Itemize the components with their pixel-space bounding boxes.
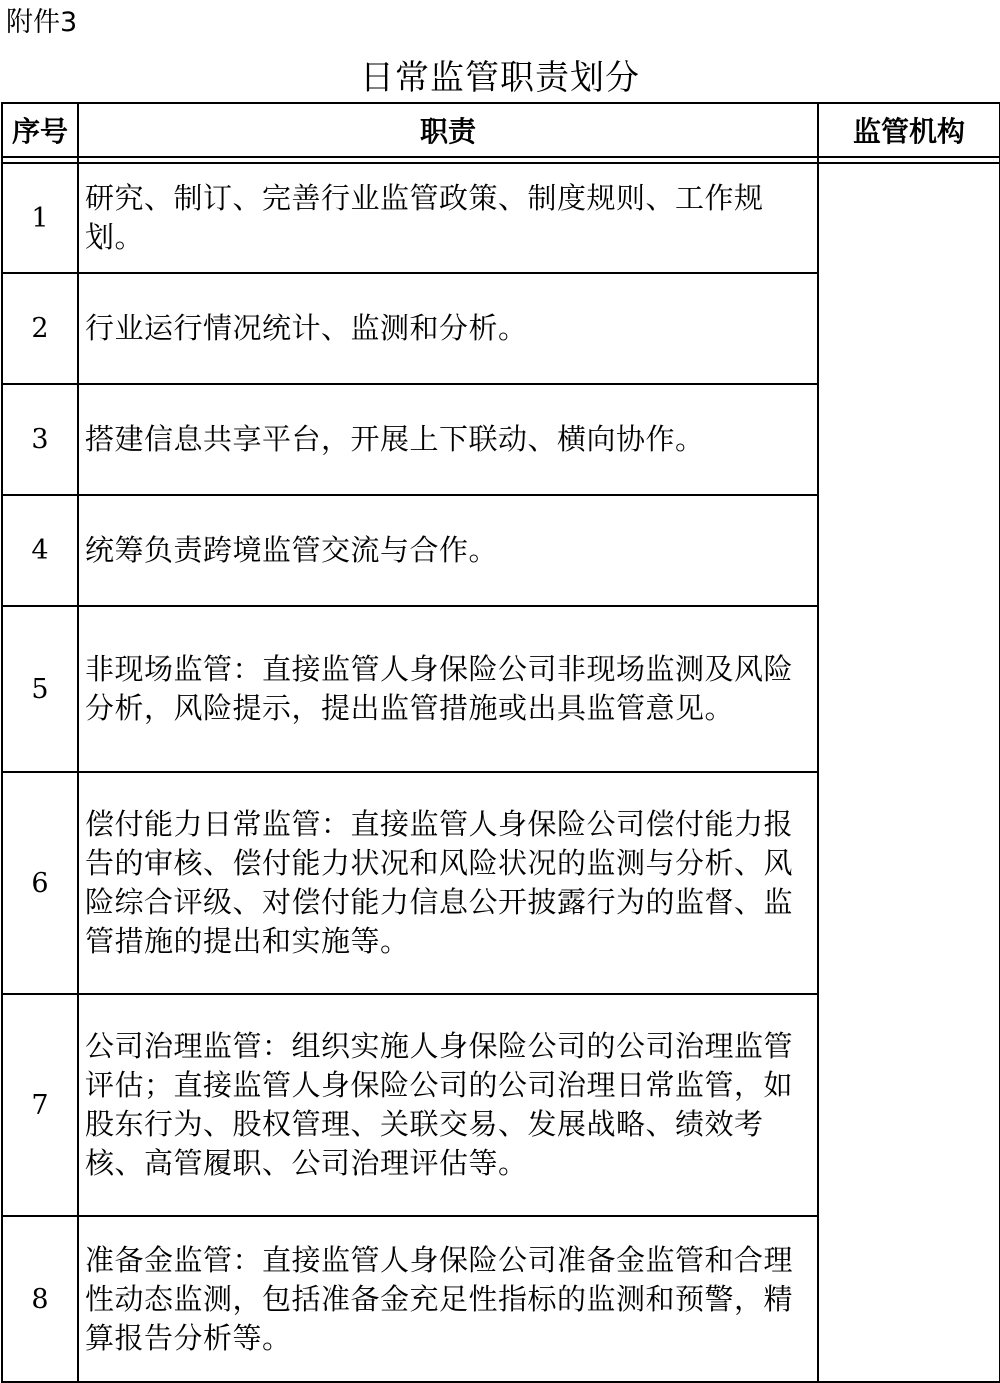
header-org: 监管机构 xyxy=(818,103,1000,157)
table-header-row xyxy=(2,103,1000,157)
org-cell xyxy=(818,163,1000,1382)
row-duty: 统筹负责跨境监管交流与合作。 xyxy=(78,495,818,606)
row-index: 1 xyxy=(2,163,78,273)
row-duty: 搭建信息共享平台，开展上下联动、横向协作。 xyxy=(78,384,818,495)
row-duty: 公司治理监管：组织实施人身保险公司的公司治理监管评估；直接监管人身保险公司的公司治理日常监管，如股东行为、股权管理、关联交易、发展战略、绩效考核、高管履职、公司治理评估等。 xyxy=(78,994,818,1216)
row-duty: 偿付能力日常监管：直接监管人身保险公司偿付能力报告的审核、偿付能力状况和风险状况的监测与分析、风险综合评级、对偿付能力信息公开披露行为的监督、监管措施的提出和实施等。 xyxy=(78,772,818,994)
header-index: 序号 xyxy=(2,103,78,157)
attachment-label: 附件3 xyxy=(6,7,78,38)
table-row xyxy=(2,163,1000,273)
row-index: 8 xyxy=(2,1216,78,1382)
document-title: 日常监管职责划分 xyxy=(360,58,640,98)
row-index: 2 xyxy=(2,273,78,384)
row-duty: 准备金监管：直接监管人身保险公司准备金监管和合理性动态监测，包括准备金充足性指标的监测和预警，精算报告分析等。 xyxy=(78,1216,818,1382)
row-index: 7 xyxy=(2,994,78,1216)
row-duty: 研究、制订、完善行业监管政策、制度规则、工作规划。 xyxy=(78,163,818,273)
row-index: 5 xyxy=(2,606,78,772)
row-duty: 非现场监管：直接监管人身保险公司非现场监测及风险分析，风险提示，提出监管措施或出具监管意见。 xyxy=(78,606,818,772)
header-duty: 职责 xyxy=(78,103,818,157)
row-index: 4 xyxy=(2,495,78,606)
row-index: 3 xyxy=(2,384,78,495)
duty-table xyxy=(1,102,1000,1383)
row-duty: 行业运行情况统计、监测和分析。 xyxy=(78,273,818,384)
row-index: 6 xyxy=(2,772,78,994)
